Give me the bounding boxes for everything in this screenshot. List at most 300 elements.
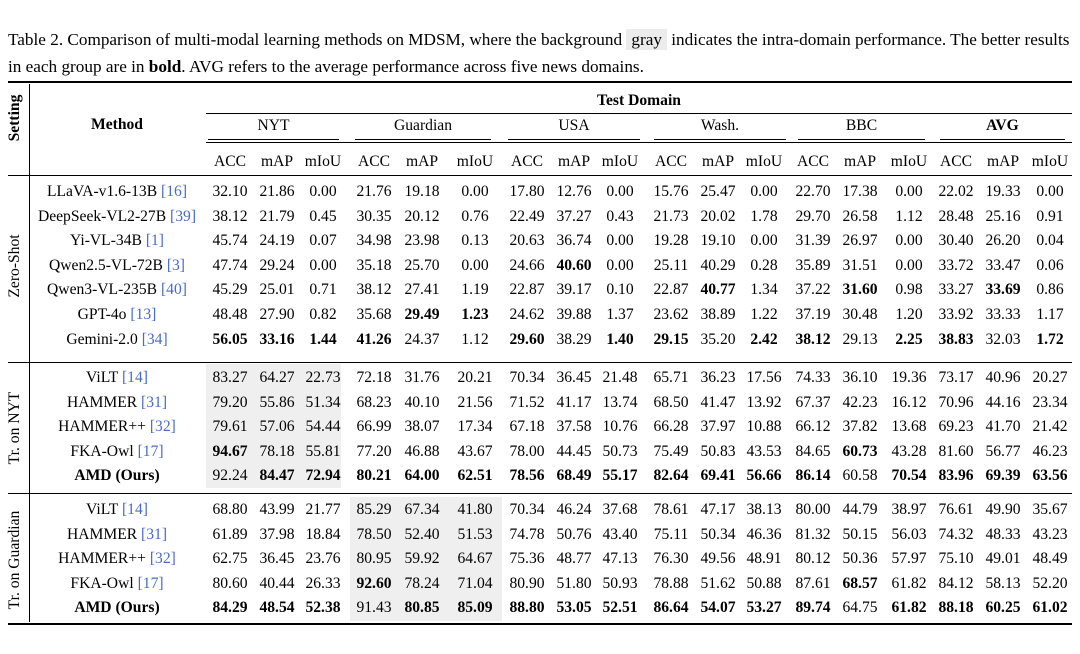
table-cell: 19.36	[891, 369, 927, 386]
table-cell: 85.09	[457, 599, 493, 617]
table-cell: 68.57	[842, 574, 878, 592]
table-cell: 0.76	[461, 207, 489, 225]
table-cell: 20.27	[1032, 369, 1068, 386]
table-cell: 60.25	[985, 599, 1021, 617]
table-cell: 38.12	[356, 281, 392, 299]
setting-label: Tr. on NYT	[6, 391, 23, 464]
table-cell: 33.72	[938, 256, 974, 274]
table-cell: 35.20	[700, 330, 736, 348]
table-cell: 21.77	[305, 501, 341, 518]
bottom-rule	[8, 623, 1072, 625]
table-cell: 80.90	[509, 574, 545, 592]
table-cell: 17.38	[842, 183, 878, 200]
table-cell: 63.56	[1032, 467, 1068, 485]
domain-header: USA	[558, 117, 590, 134]
table-cell: 70.34	[509, 501, 545, 518]
table-cell: 36.10	[842, 369, 878, 386]
table-cell: 17.80	[509, 183, 545, 200]
method-label: FKA-Owl	[70, 574, 134, 592]
table-cell: 44.16	[985, 393, 1021, 411]
table-cell: 47.17	[700, 501, 736, 518]
metric-header: ACC	[357, 153, 391, 170]
table-cell: 22.87	[509, 281, 545, 299]
table-cell: 70.96	[938, 393, 974, 411]
domain-underline	[654, 139, 786, 140]
group-separator-2	[8, 493, 1072, 494]
table-cell: 74.33	[795, 369, 831, 386]
table-cell: 75.11	[653, 525, 689, 543]
table-cell: 1.12	[895, 207, 923, 225]
table-cell: 34.98	[356, 232, 392, 250]
table-cell: 37.58	[556, 418, 592, 436]
table-cell: 79.61	[212, 418, 248, 436]
table-cell: 64.00	[404, 467, 440, 485]
method-label: AMD (Ours)	[74, 599, 160, 617]
table-cell: 80.60	[212, 574, 248, 592]
table-cell: 41.47	[700, 393, 736, 411]
citation-ref: [14]	[121, 501, 148, 518]
table-cell: 92.24	[212, 467, 248, 485]
table-cell: 0.00	[461, 183, 489, 200]
table-cell: 33.47	[985, 256, 1021, 274]
method-label: Qwen3-VL-235B	[47, 281, 158, 299]
table-cell: 75.36	[509, 550, 545, 568]
method-label: GPT-4o	[77, 306, 127, 323]
table-cell: 0.00	[606, 183, 634, 200]
citation-ref: [17]	[137, 574, 164, 592]
table-cell: 26.33	[305, 574, 341, 592]
domain-header: Wash.	[700, 117, 740, 134]
table-cell: 43.23	[1032, 525, 1068, 543]
table-cell: 29.70	[795, 207, 831, 225]
table-cell: 1.44	[309, 330, 337, 348]
metric-header: mAP	[260, 153, 294, 170]
table-cell: 68.80	[212, 501, 248, 518]
method-name	[30, 180, 204, 204]
table-cell: 91.43	[356, 599, 392, 617]
table-cell: 62.51	[457, 467, 493, 485]
table-cell: 38.12	[795, 330, 831, 348]
table-cell: 55.81	[305, 442, 341, 460]
table-cell: 56.03	[891, 525, 927, 543]
table-cell: 78.00	[509, 442, 545, 460]
table-cell: 24.37	[404, 330, 440, 348]
table-cell: 50.15	[842, 525, 878, 543]
table-cell: 0.00	[461, 256, 489, 274]
domain-underline	[508, 139, 640, 140]
table-cell: 0.00	[309, 183, 337, 200]
table-cell: 50.36	[842, 550, 878, 568]
domain-underline	[798, 139, 925, 140]
table-cell: 49.56	[700, 550, 736, 568]
table-cell: 13.92	[746, 393, 782, 411]
table-cell: 21.56	[457, 393, 493, 411]
table-cell: 2.42	[750, 330, 778, 348]
table-cell: 52.20	[1032, 574, 1068, 592]
citation-ref: [17]	[137, 442, 164, 460]
table-cell: 36.45	[556, 369, 592, 386]
table-cell: 86.64	[653, 599, 689, 617]
table-cell: 61.82	[891, 599, 927, 617]
method-name	[30, 205, 204, 229]
citation-ref: [1]	[145, 232, 164, 250]
table-cell: 59.92	[404, 550, 440, 568]
table-cell: 17.34	[457, 418, 493, 436]
table-cell: 41.17	[556, 393, 592, 411]
table-cell: 29.60	[509, 330, 545, 348]
citation-ref: [40]	[160, 281, 187, 299]
test-domain-underline	[206, 113, 1072, 114]
table-cell: 44.79	[842, 501, 878, 518]
table-cell: 0.00	[606, 256, 634, 274]
table-cell: 37.27	[556, 207, 592, 225]
table-cell: 35.89	[795, 256, 831, 274]
table-cell: 64.27	[259, 369, 295, 386]
domain-underline	[940, 139, 1065, 140]
table-cell: 0.00	[1036, 183, 1064, 200]
table-cell: 38.29	[556, 330, 592, 348]
table-cell: 78.18	[259, 442, 295, 460]
table-cell: 1.12	[461, 330, 489, 348]
table-cell: 19.10	[700, 232, 736, 250]
table-cell: 50.76	[556, 525, 592, 543]
method-name	[30, 596, 204, 620]
table-cell: 49.01	[985, 550, 1021, 568]
table-cell: 33.92	[938, 306, 974, 323]
table-cell: 51.53	[457, 525, 493, 543]
table-cell: 74.78	[509, 525, 545, 543]
table-cell: 69.39	[985, 467, 1021, 485]
method-label: HAMMER	[66, 393, 138, 411]
table-cell: 0.91	[1036, 207, 1064, 225]
table-cell: 29.15	[653, 330, 689, 348]
table-cell: 94.67	[212, 442, 248, 460]
table-caption	[8, 26, 1074, 80]
table-cell: 66.99	[356, 418, 392, 436]
table-cell: 48.49	[1032, 550, 1068, 568]
table-cell: 78.61	[653, 501, 689, 518]
table-cell: 13.74	[602, 393, 638, 411]
table-cell: 56.77	[985, 442, 1021, 460]
table-cell: 20.02	[700, 207, 736, 225]
table-cell: 45.29	[212, 281, 248, 299]
table-cell: 40.60	[556, 256, 592, 274]
table-cell: 24.66	[509, 256, 545, 274]
table-cell: 46.23	[1032, 442, 1068, 460]
citation-ref: [31]	[141, 393, 168, 411]
table-cell: 78.50	[356, 525, 392, 543]
table-cell: 80.21	[356, 467, 392, 485]
table-cell: 1.23	[461, 306, 489, 323]
table-cell: 32.10	[212, 183, 248, 200]
table-cell: 76.30	[653, 550, 689, 568]
table-cell: 56.66	[746, 467, 782, 485]
method-name	[30, 498, 204, 522]
table-cell: 31.51	[842, 256, 878, 274]
table-cell: 24.62	[509, 306, 545, 323]
table-cell: 10.76	[602, 418, 638, 436]
table-cell: 13.68	[891, 418, 927, 436]
table-cell: 73.17	[938, 369, 974, 386]
top-rule	[8, 81, 1072, 83]
table-cell: 36.23	[700, 369, 736, 386]
table-cell: 26.20	[985, 232, 1021, 250]
test-domain-header: Test Domain	[597, 92, 681, 109]
metric-header: mIoU	[745, 153, 783, 170]
table-cell: 89.74	[795, 599, 831, 617]
table-cell: 21.79	[259, 207, 295, 225]
table-cell: 81.32	[795, 525, 831, 543]
setting-label: Zero-Shot	[6, 234, 23, 298]
table-cell: 39.17	[556, 281, 592, 299]
table-cell: 85.29	[356, 501, 392, 518]
table-cell: 66.28	[653, 418, 689, 436]
table-cell: 68.49	[556, 467, 592, 485]
table-cell: 29.49	[404, 306, 440, 323]
table-cell: 50.93	[602, 574, 638, 592]
table-cell: 23.76	[305, 550, 341, 568]
domain-underline	[208, 139, 339, 140]
table-cell: 22.87	[653, 281, 689, 299]
table-cell: 12.76	[556, 183, 592, 200]
citation-ref: [3]	[166, 256, 185, 274]
method-name	[30, 464, 204, 488]
caption-suffix: . AVG refers to the average performance across five news domains.	[181, 57, 644, 76]
table-cell: 52.38	[305, 599, 341, 617]
table-cell: 58.13	[985, 574, 1021, 592]
table-cell: 0.28	[750, 256, 778, 274]
table-cell: 21.48	[602, 369, 638, 386]
domain-header: BBC	[845, 117, 878, 134]
table-cell: 71.52	[509, 393, 545, 411]
table-cell: 1.20	[895, 306, 923, 323]
table-cell: 19.18	[404, 183, 440, 200]
table-cell: 72.18	[356, 369, 392, 386]
method-label: Yi-VL-34B	[70, 232, 142, 250]
table-cell: 88.18	[938, 599, 974, 617]
table-cell: 21.86	[259, 183, 295, 200]
table-cell: 56.05	[212, 330, 248, 348]
table-cell: 31.76	[404, 369, 440, 386]
table-cell: 68.23	[356, 393, 392, 411]
table-cell: 88.80	[509, 599, 545, 617]
table-cell: 0.00	[895, 256, 923, 274]
table-cell: 83.27	[212, 369, 248, 386]
table-cell: 42.23	[842, 393, 878, 411]
setting-label: Tr. on Guardian	[6, 510, 23, 609]
table-cell: 40.96	[985, 369, 1021, 386]
metric-header: mAP	[986, 153, 1020, 170]
setting-header: Setting	[6, 94, 23, 142]
table-cell: 28.48	[938, 207, 974, 225]
table-cell: 0.00	[750, 232, 778, 250]
table-cell: 67.34	[404, 501, 440, 518]
domain-header: Guardian	[393, 117, 453, 134]
table-cell: 48.77	[556, 550, 592, 568]
table-cell: 48.91	[746, 550, 782, 568]
table-cell: 76.61	[938, 501, 974, 518]
table-cell: 68.50	[653, 393, 689, 411]
table-cell: 25.70	[404, 256, 440, 274]
table-cell: 0.00	[309, 256, 337, 274]
table-cell: 51.80	[556, 574, 592, 592]
table-cell: 61.02	[1032, 599, 1068, 617]
table-cell: 0.00	[895, 183, 923, 200]
table-cell: 67.18	[509, 418, 545, 436]
table-cell: 35.67	[1032, 501, 1068, 518]
table-cell: 49.90	[985, 501, 1021, 518]
table-cell: 92.60	[356, 574, 392, 592]
table-cell: 37.98	[259, 525, 295, 543]
table-cell: 22.49	[509, 207, 545, 225]
table-cell: 26.58	[842, 207, 878, 225]
citation-ref: [32]	[149, 550, 176, 568]
metric-header: mIoU	[456, 153, 494, 170]
table-cell: 33.16	[259, 330, 295, 348]
table-cell: 31.39	[795, 232, 831, 250]
method-name	[30, 278, 204, 302]
table-cell: 67.37	[795, 393, 831, 411]
table-cell: 51.62	[700, 574, 736, 592]
table-cell: 84.65	[795, 442, 831, 460]
table-cell: 84.12	[938, 574, 974, 592]
metric-header: mAP	[701, 153, 735, 170]
table-cell: 64.75	[842, 599, 878, 617]
table-cell: 43.28	[891, 442, 927, 460]
table-cell: 80.85	[404, 599, 440, 617]
method-label: FKA-Owl	[70, 442, 134, 460]
table-cell: 80.95	[356, 550, 392, 568]
citation-ref: [14]	[121, 369, 148, 386]
table-cell: 17.56	[746, 369, 782, 386]
table-cell: 87.61	[795, 574, 831, 592]
table-cell: 30.48	[842, 306, 878, 323]
table-cell: 0.13	[461, 232, 489, 250]
method-name	[30, 366, 204, 390]
table-cell: 60.73	[842, 442, 878, 460]
table-cell: 48.48	[212, 306, 248, 323]
table-cell: 0.00	[750, 183, 778, 200]
table-cell: 40.29	[700, 256, 736, 274]
caption-gray-highlight: gray	[626, 29, 667, 50]
table-cell: 79.20	[212, 393, 248, 411]
table-cell: 41.80	[457, 501, 493, 518]
table-cell: 1.19	[461, 281, 489, 299]
table-cell: 45.74	[212, 232, 248, 250]
table-cell: 23.98	[404, 232, 440, 250]
citation-ref: [13]	[130, 306, 157, 323]
method-name	[30, 572, 204, 596]
table-cell: 1.34	[750, 281, 778, 299]
table-cell: 26.97	[842, 232, 878, 250]
method-label: Qwen2.5-VL-72B	[49, 256, 163, 274]
table-cell: 32.03	[985, 330, 1021, 348]
table-cell: 53.05	[556, 599, 592, 617]
table-cell: 74.32	[938, 525, 974, 543]
method-name	[30, 440, 204, 464]
table-cell: 78.88	[653, 574, 689, 592]
table-cell: 43.53	[746, 442, 782, 460]
table-cell: 30.40	[938, 232, 974, 250]
table-cell: 70.54	[891, 467, 927, 485]
table-cell: 54.44	[305, 418, 341, 436]
table-cell: 80.00	[795, 501, 831, 518]
table-cell: 77.20	[356, 442, 392, 460]
table-cell: 25.47	[700, 183, 736, 200]
method-label: LLaVA-v1.6-13B	[46, 183, 158, 200]
table-cell: 44.45	[556, 442, 592, 460]
table-cell: 38.83	[938, 330, 974, 348]
table-cell: 38.97	[891, 501, 927, 518]
method-label: AMD (Ours)	[74, 467, 160, 485]
table-cell: 16.12	[891, 393, 927, 411]
citation-ref: [39]	[170, 207, 197, 225]
table-cell: 0.00	[895, 232, 923, 250]
metric-header: ACC	[654, 153, 688, 170]
table-cell: 40.77	[700, 281, 736, 299]
table-cell: 40.44	[259, 574, 295, 592]
table-cell: 0.10	[606, 281, 634, 299]
table-cell: 38.12	[212, 207, 248, 225]
metric-header: mAP	[843, 153, 877, 170]
table-cell: 0.98	[895, 281, 923, 299]
table-cell: 37.68	[602, 501, 638, 518]
table-cell: 55.86	[259, 393, 295, 411]
table-cell: 31.60	[842, 281, 878, 299]
method-label: HAMMER	[66, 525, 138, 543]
table-cell: 37.82	[842, 418, 878, 436]
table-cell: 19.33	[985, 183, 1021, 200]
table-cell: 20.21	[457, 369, 493, 386]
table-cell: 1.72	[1036, 330, 1064, 348]
method-label: ViLT	[86, 369, 119, 386]
table-cell: 1.37	[606, 306, 634, 323]
table-cell: 21.76	[356, 183, 392, 200]
method-name	[30, 229, 204, 253]
table-cell: 37.19	[795, 306, 831, 323]
table-cell: 83.96	[938, 467, 974, 485]
group-separator-1	[8, 362, 1072, 363]
table-cell: 25.11	[653, 256, 689, 274]
table-cell: 30.35	[356, 207, 392, 225]
table-cell: 50.34	[700, 525, 736, 543]
table-cell: 36.74	[556, 232, 592, 250]
domain-header: AVG	[986, 117, 1019, 134]
table-cell: 0.71	[309, 281, 337, 299]
method-label: HAMMER++	[58, 550, 146, 568]
method-label: DeepSeek-VL2-27B	[37, 207, 167, 225]
method-name	[30, 328, 204, 352]
table-cell: 82.64	[653, 467, 689, 485]
table-cell: 22.70	[795, 183, 831, 200]
table-cell: 10.88	[746, 418, 782, 436]
table-cell: 20.63	[509, 232, 545, 250]
metric-header: mIoU	[1031, 153, 1069, 170]
table-cell: 38.13	[746, 501, 782, 518]
table-cell: 78.56	[509, 467, 545, 485]
table-cell: 81.60	[938, 442, 974, 460]
table-cell: 80.12	[795, 550, 831, 568]
table-cell: 0.86	[1036, 281, 1064, 299]
table-cell: 21.73	[653, 207, 689, 225]
table-cell: 22.73	[305, 369, 341, 386]
table-cell: 55.17	[602, 467, 638, 485]
table-cell: 46.24	[556, 501, 592, 518]
table-cell: 60.58	[842, 467, 878, 485]
table-cell: 39.88	[556, 306, 592, 323]
table-cell: 36.45	[259, 550, 295, 568]
table-cell: 41.70	[985, 418, 1021, 436]
